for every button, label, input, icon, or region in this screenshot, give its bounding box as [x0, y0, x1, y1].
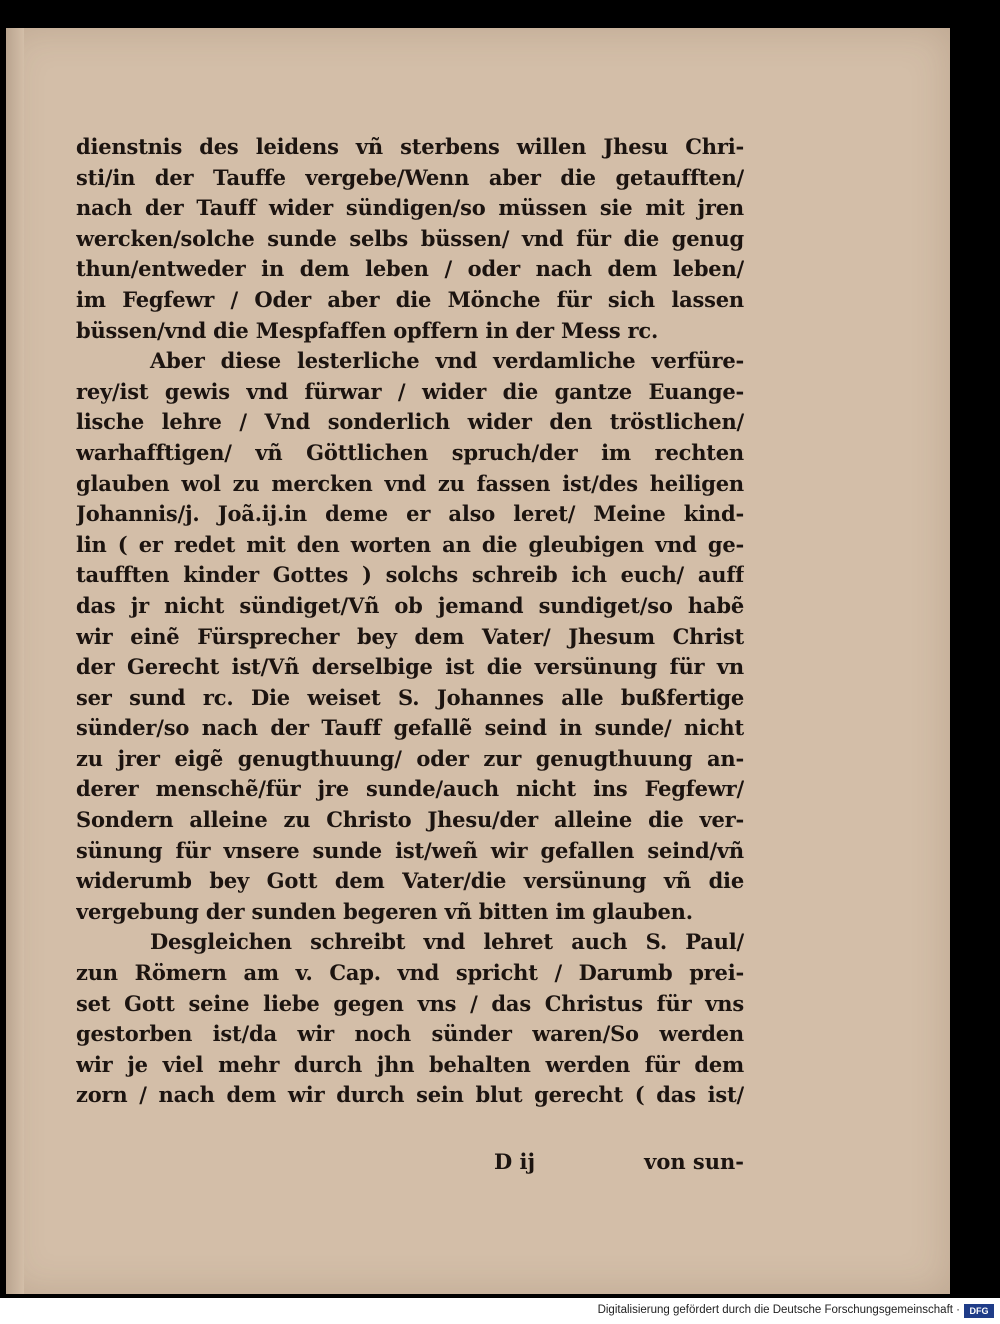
- text-line: im Fegfewr / Oder aber die Mönche für sich lassen: [76, 286, 744, 312]
- text-line: taufften kinder Gottes ) solchs schreib ich euch/ auff: [76, 562, 744, 588]
- text-line: vergebung der sunden begeren vñ bitten im glauben.: [76, 898, 693, 924]
- text-line: wercken/solche sunde selbs büssen/ vnd für die genug: [76, 225, 744, 251]
- text-line: Johannis/j. Joã.ij.in deme er also leret/ Meine kind-: [76, 501, 744, 527]
- text-line: Desgleichen schreibt vnd lehret auch S. Paul/: [150, 929, 744, 955]
- page-text: [76, 132, 744, 1111]
- text-line: derer menschẽ/für jre sunde/auch nicht ins Fegfewr/: [76, 776, 744, 802]
- text-line: gestorben ist/da wir noch sünder waren/So werden: [76, 1021, 744, 1047]
- text-line: zu jrer eigẽ genugthuung/ oder zur genugthuung an-: [76, 745, 744, 771]
- text-line: Aber diese lesterliche vnd verdamliche verfüre-: [150, 348, 744, 374]
- text-line: büssen/vnd die Mespfaffen opffern in der Mess rc.: [76, 317, 659, 343]
- funding-credit-bar: [0, 1298, 1000, 1324]
- text-line: lische lehre / Vnd sonderlich wider den tröstlichen/: [76, 409, 744, 435]
- page-binding-edge: [6, 28, 24, 1294]
- text-line: wir einẽ Fürsprecher bey dem Vater/ Jhesum Christ: [76, 623, 744, 649]
- text-line: lin ( er redet mit den worten an die gleubigen vnd ge-: [76, 531, 744, 557]
- book-page: [6, 28, 950, 1294]
- text-line: Sondern alleine zu Christo Jhesu/der alleine die ver-: [76, 807, 744, 833]
- text-line: der Gerecht ist/Vñ derselbige ist die versünung für vn: [76, 654, 744, 680]
- funding-credit-text: Digitalisierung gefördert durch die Deutsche Forschungsgemeinschaft ·: [597, 1304, 960, 1316]
- text-line: widerumb bey Gott dem Vater/die versünung vñ die: [76, 868, 744, 894]
- signature-mark: D ij: [494, 1149, 536, 1174]
- text-line: thun/entweder in dem leben / oder nach dem leben/: [76, 256, 744, 282]
- text-line: nach der Tauff wider sündigen/so müssen sie mit jren: [76, 195, 744, 221]
- text-line: warhafftigen/ vñ Göttlichen spruch/der im rechten: [76, 439, 744, 465]
- text-line: wir je viel mehr durch jhn behalten werden für dem: [76, 1051, 744, 1077]
- text-line: sünder/so nach der Tauff gefallẽ seind in sunde/ nicht: [76, 715, 744, 741]
- text-line: rey/ist gewis vnd fürwar / wider die gantze Euange-: [76, 378, 744, 404]
- text-line: sünung für vnsere sunde ist/weñ wir gefallen seind/vñ: [76, 837, 744, 863]
- dfg-logo-icon: DFG: [964, 1304, 994, 1318]
- page-footer: [76, 1149, 744, 1183]
- text-line: sti/in der Tauffe vergebe/Wenn aber die getaufften/: [76, 164, 744, 190]
- text-line: zun Römern am v. Cap. vnd spricht / Darumb prei-: [76, 960, 744, 986]
- text-line: glauben wol zu mercken vnd zu fassen ist/des heiligen: [76, 470, 744, 496]
- text-line: ser sund rc. Die weiset S. Johannes alle bußfertige: [76, 684, 744, 710]
- text-line: set Gott seine liebe gegen vns / das Christus für vns: [76, 990, 744, 1016]
- text-line: zorn / nach dem wir durch sein blut gerecht ( das ist/: [76, 1082, 744, 1108]
- catchword: von sun-: [644, 1149, 744, 1174]
- text-line: das jr nicht sündiget/Vñ ob jemand sundiget/so habẽ: [76, 592, 744, 618]
- text-line: dienstnis des leidens vñ sterbens willen Jhesu Chri-: [76, 134, 744, 159]
